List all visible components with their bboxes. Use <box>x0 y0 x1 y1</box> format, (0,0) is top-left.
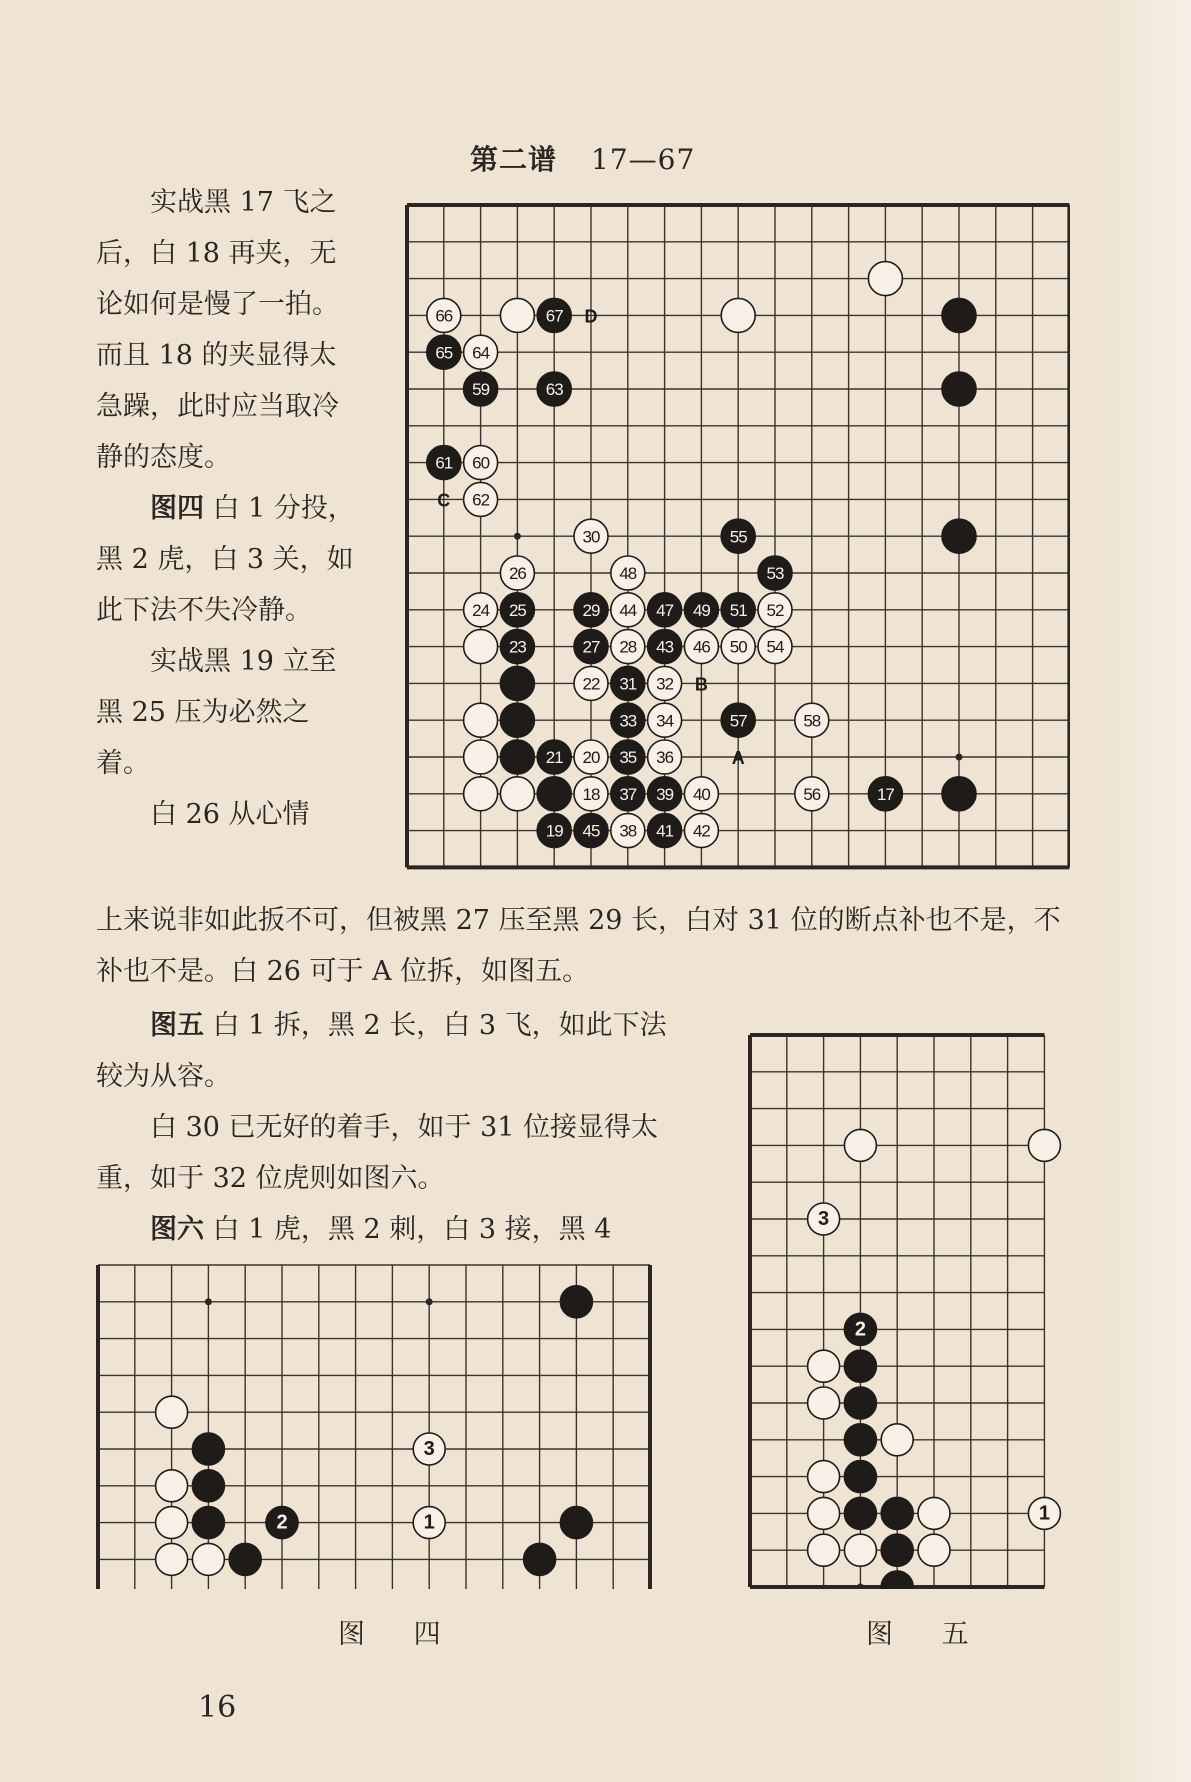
main-go-board <box>404 202 1070 874</box>
svg-text:34: 34 <box>656 711 674 731</box>
paragraph-fig6 <box>96 1204 684 1255</box>
black-stone-53 <box>758 556 792 590</box>
black-stone-21 <box>537 740 571 774</box>
svg-text:20: 20 <box>582 748 600 768</box>
svg-text:24: 24 <box>472 600 490 620</box>
white-stone-52 <box>758 593 792 627</box>
svg-text:2: 2 <box>276 1511 288 1534</box>
board-letter-c: C <box>437 490 451 511</box>
black-stone-17 <box>868 777 902 811</box>
white-stone <box>844 1129 876 1161</box>
white-stone <box>918 1534 950 1566</box>
svg-text:31: 31 <box>619 674 637 694</box>
svg-text:54: 54 <box>766 637 784 657</box>
svg-text:29: 29 <box>582 600 600 620</box>
white-stone <box>808 1387 840 1419</box>
svg-text:41: 41 <box>656 821 674 841</box>
svg-text:56: 56 <box>803 784 821 804</box>
white-stone <box>192 1543 224 1575</box>
svg-text:58: 58 <box>803 711 821 731</box>
white-stone <box>808 1350 840 1382</box>
black-stone <box>192 1433 224 1465</box>
white-stone-34 <box>648 703 682 737</box>
black-stone <box>844 1387 876 1419</box>
black-stone-39 <box>648 777 682 811</box>
svg-text:64: 64 <box>472 343 490 363</box>
svg-text:3: 3 <box>423 1438 435 1461</box>
black-stone <box>560 1507 592 1539</box>
black-stone-2 <box>266 1507 298 1539</box>
svg-text:46: 46 <box>692 637 710 657</box>
black-stone-47 <box>648 593 682 627</box>
black-stone-29 <box>574 593 608 627</box>
black-stone-51 <box>721 593 755 627</box>
fig4-label: 图四 <box>150 493 204 524</box>
black-stone <box>192 1470 224 1502</box>
star-point <box>514 533 521 540</box>
fig6-text: 白 1 虎，黑 2 刺，白 3 接，黑 4 <box>212 1214 612 1245</box>
white-stone <box>881 1424 913 1456</box>
svg-text:53: 53 <box>766 564 784 584</box>
white-stone-60 <box>464 446 498 480</box>
svg-text:66: 66 <box>435 306 453 326</box>
svg-text:33: 33 <box>619 711 637 731</box>
white-stone-38 <box>611 814 645 848</box>
white-stone-44 <box>611 593 645 627</box>
svg-text:35: 35 <box>619 748 637 768</box>
title-text: 第二谱 <box>470 143 558 176</box>
title-range: 17—67 <box>591 143 696 176</box>
board-letter-a: A <box>731 748 745 768</box>
white-stone-40 <box>684 777 718 811</box>
white-stone <box>156 1396 188 1428</box>
svg-text:21: 21 <box>545 748 563 768</box>
svg-text:49: 49 <box>692 600 710 620</box>
svg-text:67: 67 <box>545 306 563 326</box>
svg-text:57: 57 <box>729 711 747 731</box>
white-stone <box>918 1497 950 1529</box>
black-stone <box>942 519 976 553</box>
svg-text:47: 47 <box>656 600 674 620</box>
white-stone-64 <box>464 335 498 369</box>
black-stone-57 <box>721 703 755 737</box>
paragraph-17: 实战黑 17 飞之后，白 18 再夹，无论如何是慢了一拍。而且 18 的夹显得太急躁，此时应当取冷静的态度。 <box>96 187 339 473</box>
fig5-board-svg <box>748 1033 1074 1589</box>
white-stone-28 <box>611 630 645 664</box>
black-stone <box>524 1543 556 1575</box>
white-stone <box>464 630 498 664</box>
svg-text:63: 63 <box>545 380 563 400</box>
white-stone-1 <box>413 1507 445 1539</box>
black-stone-59 <box>464 372 498 406</box>
svg-text:25: 25 <box>508 600 526 620</box>
white-stone <box>464 703 498 737</box>
fig4-board-svg <box>96 1263 652 1589</box>
white-stone-26 <box>500 556 534 590</box>
black-stone <box>844 1424 876 1456</box>
white-stone <box>156 1543 188 1575</box>
fig4-go-board <box>96 1263 652 1589</box>
board-letter-d: D <box>584 306 598 327</box>
black-stone-45 <box>574 814 608 848</box>
svg-text:39: 39 <box>656 784 674 804</box>
svg-text:3: 3 <box>818 1208 830 1231</box>
paragraph-30: 白 30 已无好的着手，如于 31 位接显得太重，如于 32 位虎则如图六。 <box>96 1112 659 1194</box>
black-stone-31 <box>611 666 645 700</box>
white-stone <box>156 1470 188 1502</box>
white-stone-3 <box>808 1203 840 1235</box>
svg-text:60: 60 <box>472 453 490 473</box>
svg-text:61: 61 <box>435 453 453 473</box>
star-point <box>956 754 963 761</box>
black-stone <box>881 1571 913 1589</box>
white-stone-24 <box>464 593 498 627</box>
white-stone-58 <box>795 703 829 737</box>
paragraph-fig5 <box>96 1000 684 1102</box>
svg-text:36: 36 <box>656 748 674 768</box>
black-stone-41 <box>648 814 682 848</box>
white-stone <box>808 1497 840 1529</box>
svg-text:43: 43 <box>656 637 674 657</box>
middle-column-text <box>96 1000 684 1255</box>
page-number: 16 <box>198 1690 237 1725</box>
black-stone <box>192 1507 224 1539</box>
white-stone-50 <box>721 630 755 664</box>
svg-text:62: 62 <box>472 490 490 510</box>
svg-text:55: 55 <box>729 527 747 547</box>
svg-text:17: 17 <box>876 784 894 804</box>
black-stone <box>844 1497 876 1529</box>
white-stone-62 <box>464 482 498 516</box>
star-point <box>857 1584 864 1590</box>
board-letter-b: B <box>694 674 708 695</box>
white-stone <box>721 298 755 332</box>
svg-text:22: 22 <box>582 674 600 694</box>
svg-text:2: 2 <box>854 1318 866 1341</box>
svg-text:38: 38 <box>619 821 637 841</box>
black-stone <box>881 1497 913 1529</box>
svg-text:51: 51 <box>729 600 747 620</box>
paragraph-fig4 <box>96 483 358 636</box>
left-column-text <box>96 177 358 840</box>
black-stone <box>500 703 534 737</box>
white-stone <box>500 777 534 811</box>
white-stone-46 <box>684 630 718 664</box>
black-stone-27 <box>574 630 608 664</box>
black-stone-37 <box>611 777 645 811</box>
black-stone-61 <box>427 446 461 480</box>
white-stone-42 <box>684 814 718 848</box>
white-stone-54 <box>758 630 792 664</box>
black-stone <box>500 666 534 700</box>
black-stone <box>844 1350 876 1382</box>
black-stone <box>537 777 571 811</box>
fig5-caption: 图 五 <box>866 1619 989 1650</box>
white-stone <box>464 740 498 774</box>
svg-text:27: 27 <box>582 637 600 657</box>
svg-text:23: 23 <box>508 637 526 657</box>
white-stone-18 <box>574 777 608 811</box>
black-stone <box>844 1461 876 1493</box>
white-stone-1 <box>1028 1497 1060 1529</box>
white-stone-3 <box>413 1433 445 1465</box>
white-stone <box>464 777 498 811</box>
white-stone-22 <box>574 666 608 700</box>
svg-text:19: 19 <box>545 821 563 841</box>
black-stone <box>500 740 534 774</box>
star-point <box>426 1298 433 1305</box>
white-stone <box>500 298 534 332</box>
white-stone <box>844 1534 876 1566</box>
svg-text:45: 45 <box>582 821 600 841</box>
white-stone <box>808 1461 840 1493</box>
svg-text:1: 1 <box>423 1511 435 1534</box>
black-stone <box>942 372 976 406</box>
black-stone <box>229 1543 261 1575</box>
black-stone-2 <box>844 1313 876 1345</box>
black-stone <box>942 298 976 332</box>
black-stone-33 <box>611 703 645 737</box>
white-stone-30 <box>574 519 608 553</box>
white-stone <box>868 262 902 296</box>
white-stone-66 <box>427 298 461 332</box>
svg-text:50: 50 <box>729 637 747 657</box>
black-stone <box>560 1286 592 1318</box>
white-stone <box>156 1507 188 1539</box>
black-stone-35 <box>611 740 645 774</box>
svg-text:30: 30 <box>582 527 600 547</box>
white-stone-48 <box>611 556 645 590</box>
fig5-go-board <box>748 1033 1074 1589</box>
svg-text:44: 44 <box>619 600 637 620</box>
svg-text:52: 52 <box>766 600 784 620</box>
white-stone-56 <box>795 777 829 811</box>
white-stone-20 <box>574 740 608 774</box>
fig6-label: 图六 <box>150 1214 204 1245</box>
svg-text:28: 28 <box>619 637 637 657</box>
full-width-text <box>96 895 1076 997</box>
paragraph-19: 实战黑 19 立至黑 25 压为必然之着。 <box>96 646 337 779</box>
paragraph-26: 白 26 从心情 <box>150 799 310 830</box>
main-board-svg <box>404 202 1070 874</box>
black-stone-19 <box>537 814 571 848</box>
black-stone-25 <box>500 593 534 627</box>
svg-text:1: 1 <box>1038 1502 1050 1525</box>
svg-text:18: 18 <box>582 784 600 804</box>
svg-text:26: 26 <box>508 564 526 584</box>
black-stone-43 <box>648 630 682 664</box>
black-stone <box>881 1534 913 1566</box>
svg-text:40: 40 <box>692 784 710 804</box>
black-stone-65 <box>427 335 461 369</box>
page-title <box>470 138 695 178</box>
white-stone <box>808 1534 840 1566</box>
fig4-caption: 图 四 <box>338 1619 461 1650</box>
black-stone-63 <box>537 372 571 406</box>
page-edge-shade <box>1101 0 1191 1782</box>
fig5-text: 白 1 拆，黑 2 长，白 3 飞，如此下法较为从容。 <box>96 1010 667 1092</box>
svg-text:32: 32 <box>656 674 674 694</box>
black-stone-55 <box>721 519 755 553</box>
svg-text:37: 37 <box>619 784 637 804</box>
white-stone-36 <box>648 740 682 774</box>
white-stone-32 <box>648 666 682 700</box>
black-stone-67 <box>537 298 571 332</box>
svg-text:48: 48 <box>619 564 637 584</box>
fig5-label: 图五 <box>150 1010 204 1041</box>
fig4-text: 白 1 分投，黑 2 虎，白 3 关，如此下法不失冷静。 <box>96 493 355 626</box>
black-stone-23 <box>500 630 534 664</box>
svg-text:65: 65 <box>435 343 453 363</box>
star-point <box>205 1298 212 1305</box>
svg-text:42: 42 <box>692 821 710 841</box>
black-stone-49 <box>684 593 718 627</box>
paragraph-continuation: 上来说非如此扳不可，但被黑 27 压至黑 29 长，白对 31 位的断点补也不是，不补也不是。白 26 可于 A 位拆，如图五。 <box>96 905 1061 987</box>
svg-text:59: 59 <box>472 380 490 400</box>
black-stone <box>942 777 976 811</box>
white-stone <box>1028 1129 1060 1161</box>
